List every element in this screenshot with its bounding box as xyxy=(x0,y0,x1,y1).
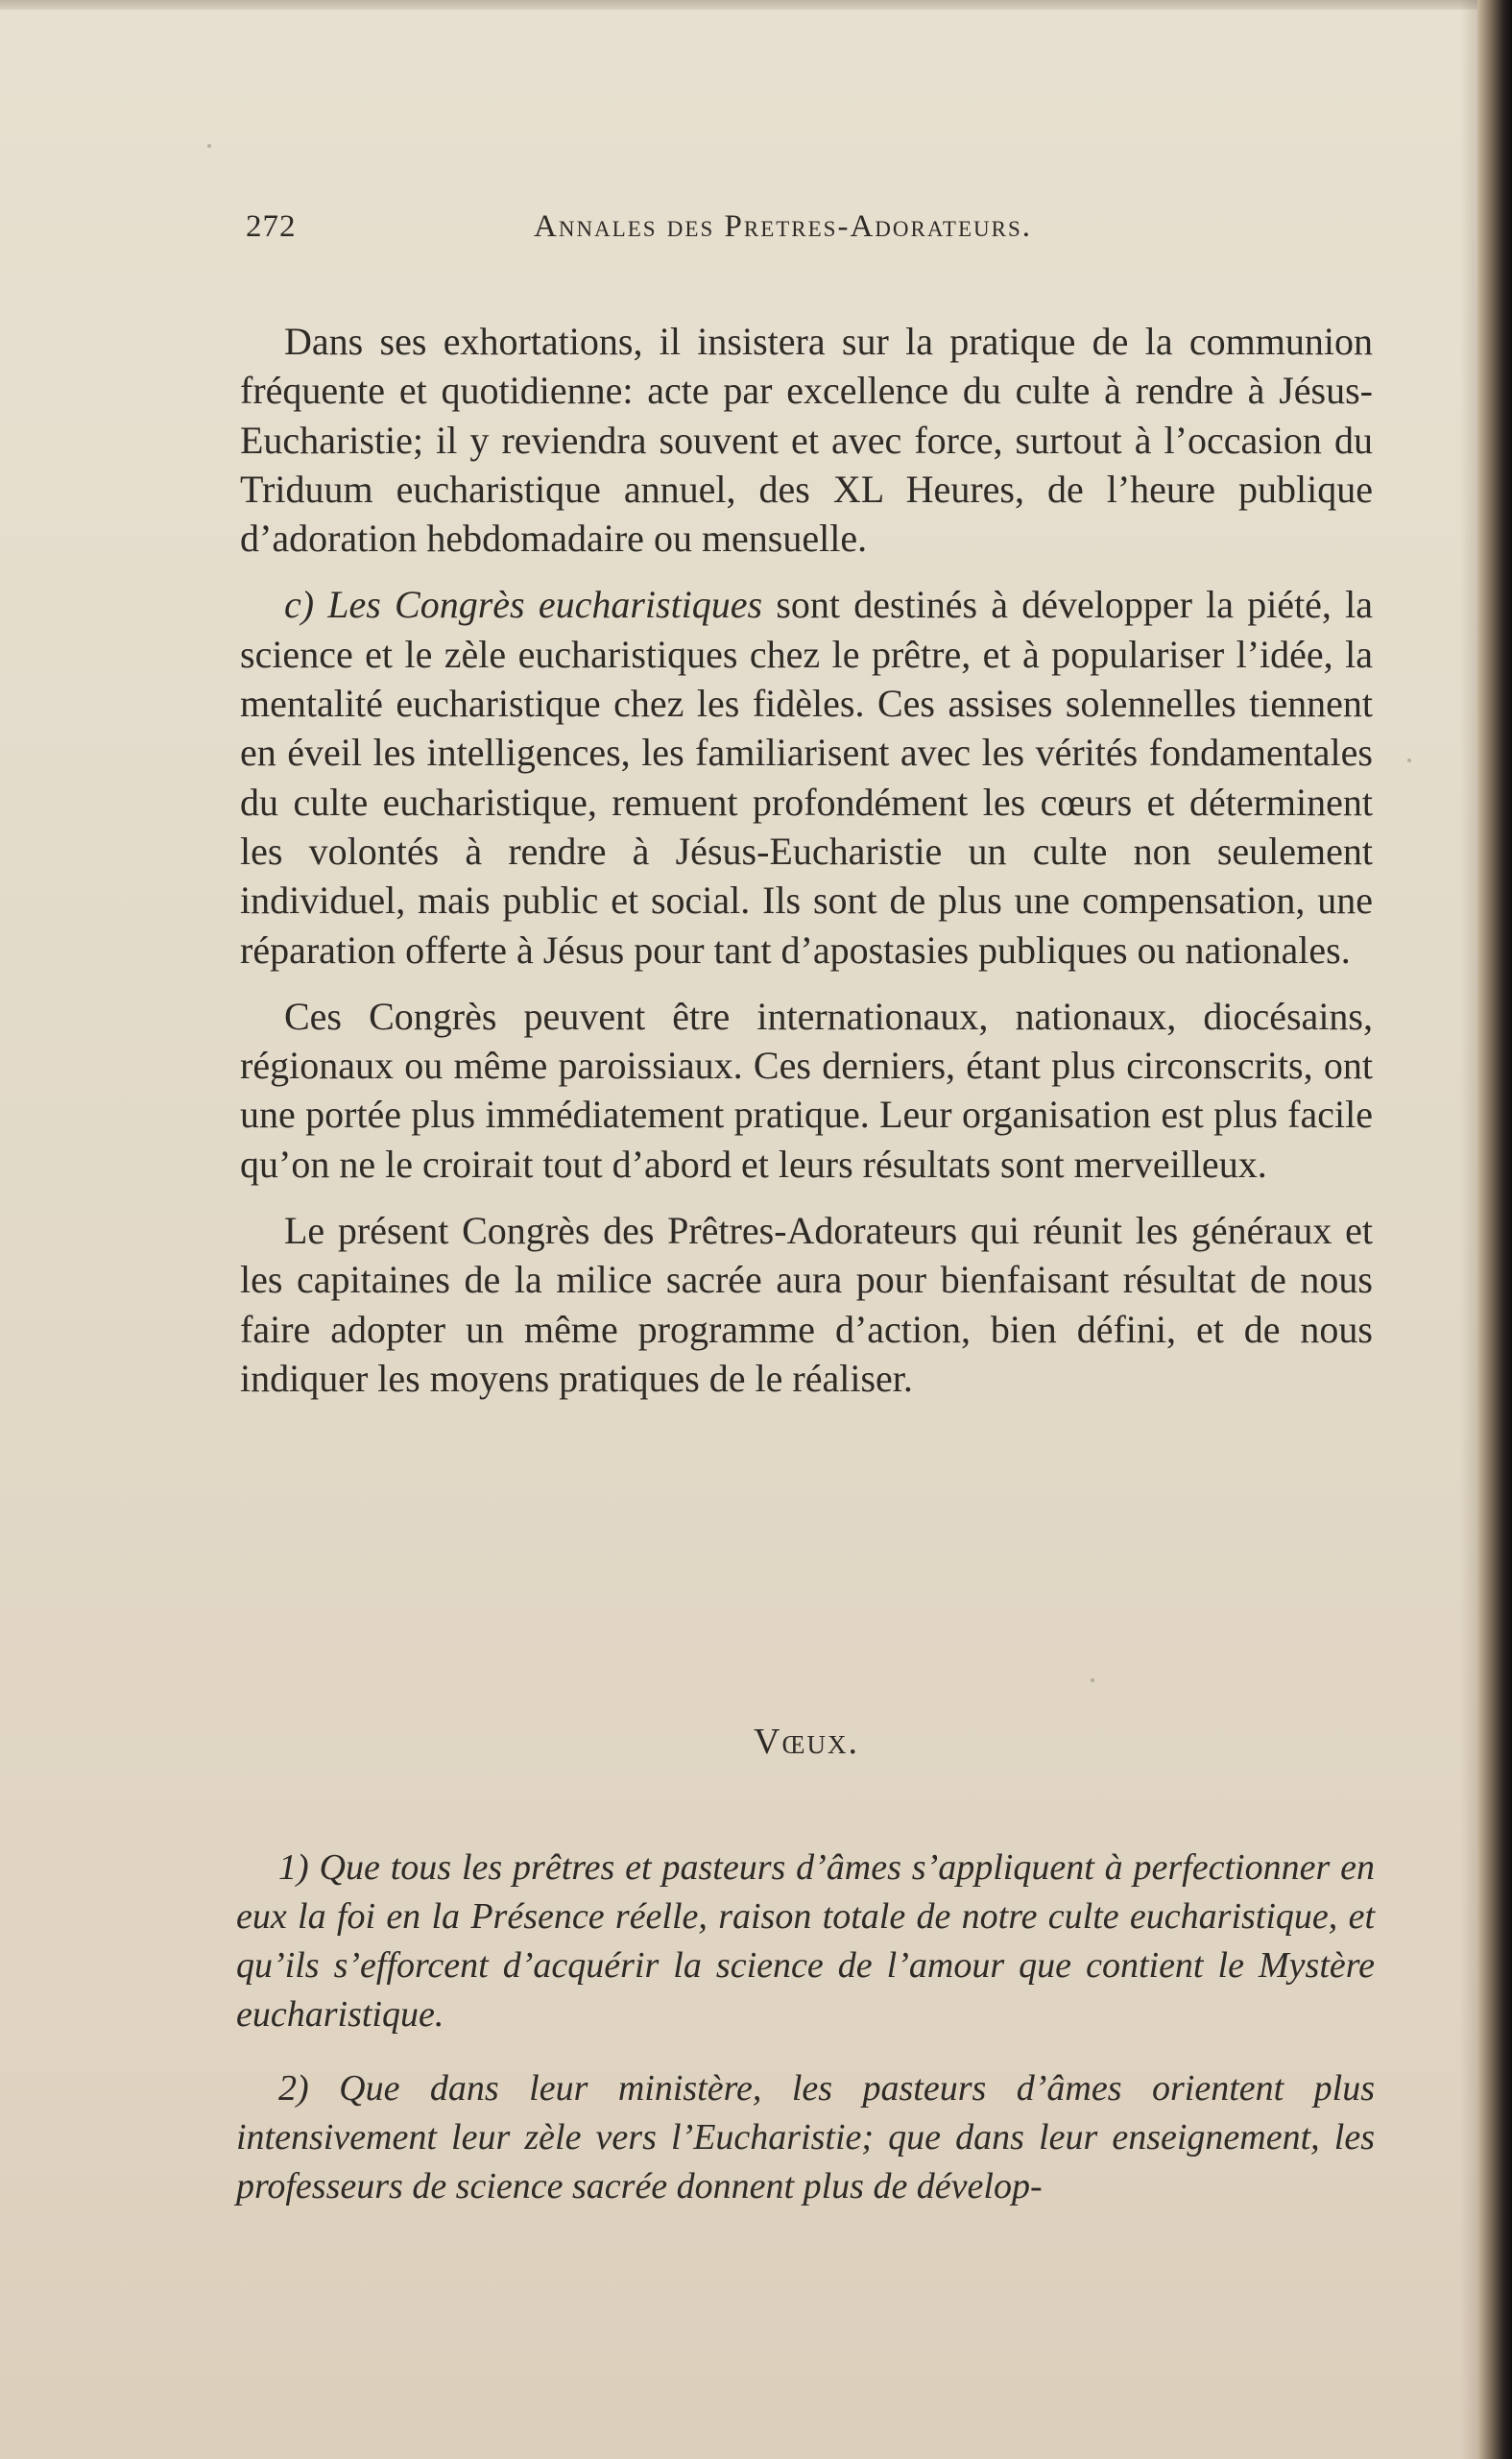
binding-shadow xyxy=(1460,0,1477,2459)
paper-speck xyxy=(207,144,211,148)
page-top-edge xyxy=(0,0,1483,10)
wish-item: 2) Que dans leur ministère, les pasteurs d’âmes orientent plus intensivement leur zèle vers l’Eucharistie; que dans leur enseignement, les professeurs de science sacrée donnent plus de dévelop- xyxy=(236,2068,1375,2206)
paragraph xyxy=(240,1206,1373,1403)
page-number: 272 xyxy=(246,209,297,244)
paragraph-text: Ces Congrès peuvent être internationaux, nationaux, diocésains, régionaux ou même paroissiaux. Ces derniers, étant plus circonscrits, ont une portée plus immédiatement pratique. Leur organisation est plus facile qu’on ne le croirait tout d’abord et leurs résultats sont merveilleux. xyxy=(240,994,1373,1186)
paragraph-lead: c) Les xyxy=(284,583,396,627)
paper-speck xyxy=(1407,759,1411,762)
italic-phrase: Congrès eucharistiques xyxy=(395,583,763,627)
paragraph-text: sont destinés à développer la piété, la science et le zèle eucharistiques chez le prêtre, et à populariser l’idée, la mentalité eucharistique chez les fidèles. Ces assises solennelles tiennent en éveil les intelligences, les familiarisent avec les vérités fondamentales du culte eucharistique, remuent profondément les cœurs et déterminent les volontés à rendre à Jésus-Eucharistie un culte non seulement individuel, mais public et social. Ils sont de plus une compensation, une réparation offerte à Jésus pour tant d’apostasies publiques ou nationales. xyxy=(240,583,1374,972)
wishes-list xyxy=(236,1844,1375,2236)
paragraph-text: Dans ses exhortations, il insistera sur la pratique de la communion fréquente et quotidienne: acte par excellence du culte à rendre à Jésus-Eucharistie; il y reviendra souvent et avec force, surtout à l’occasion du Triduum eucharistique annuel, des XL Heures, de l’heure publique d’adoration hebdomadaire ou mensuelle. xyxy=(240,320,1373,561)
running-head xyxy=(246,209,1379,248)
book-spine xyxy=(1477,0,1512,2459)
body-text xyxy=(240,317,1373,1420)
paragraph xyxy=(240,992,1373,1189)
paragraph xyxy=(240,580,1373,974)
section-title: Vœux. xyxy=(754,1722,859,1762)
wish-item: 1) Que tous les prêtres et pasteurs d’âmes s’appliquent à perfectionner en eux la foi en la Présence réelle, raison totale de notre culte eucharistique, et qu’ils s’efforcent d’acquérir la science de l’amour que contient le Mystère eucharistique. xyxy=(236,1847,1375,2035)
paragraph-text: Le présent Congrès des Prêtres-Adorateurs qui réunit les généraux et les capitaines de la milice sacrée aura pour bienfaisant résultat de nous faire adopter un même programme d’action, bien défini, et de nous indiquer les moyens pratiques de le réaliser. xyxy=(240,1209,1373,1400)
running-title: Annales des Pretres-Adorateurs. xyxy=(534,209,1033,244)
paragraph xyxy=(240,317,1373,563)
paper-speck xyxy=(1091,1678,1094,1682)
